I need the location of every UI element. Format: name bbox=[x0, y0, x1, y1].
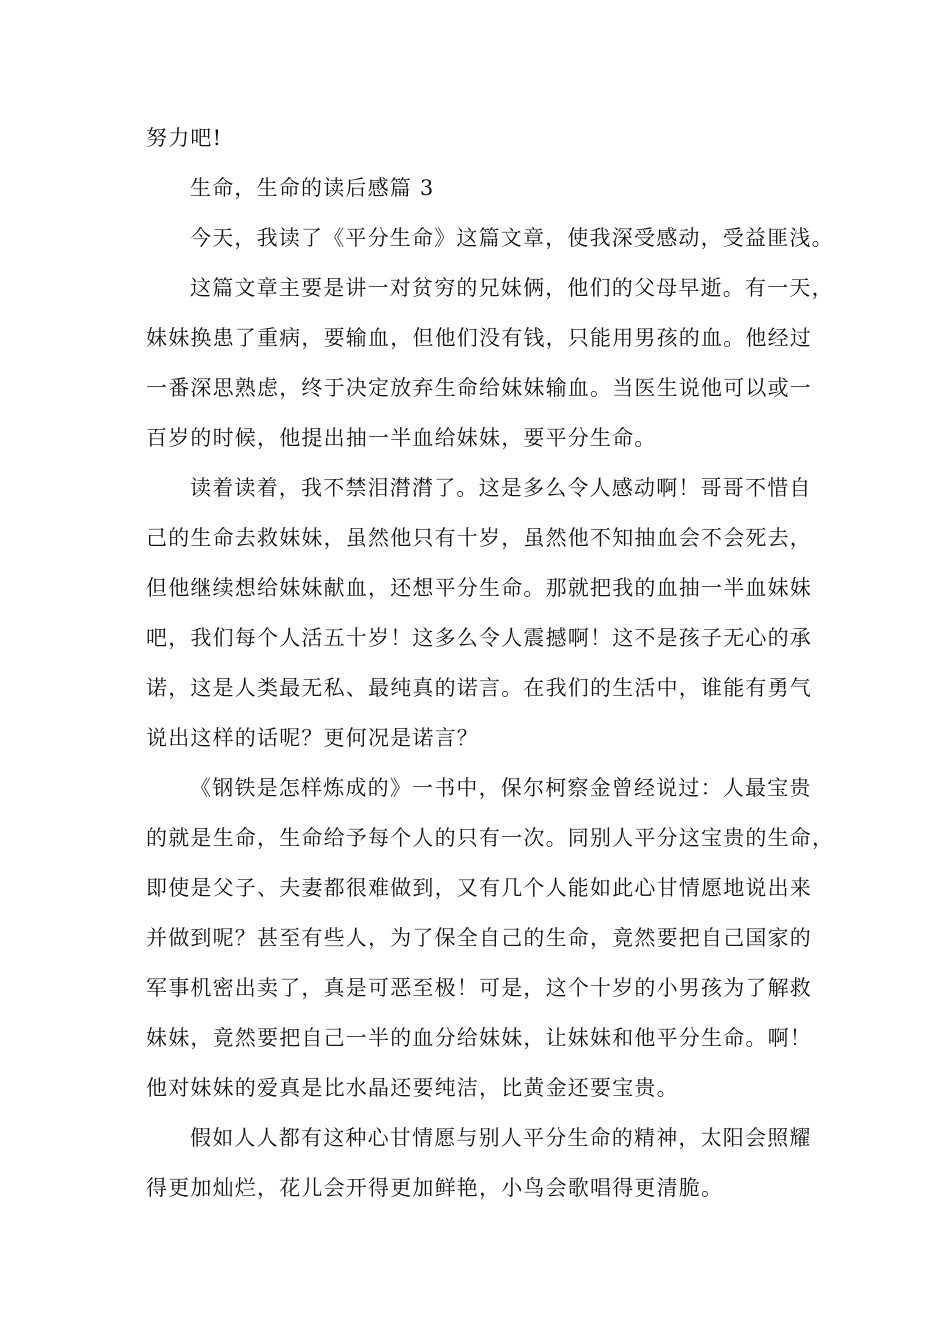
paragraph-5-line-2: 得更加灿烂，花儿会开得更加鲜艳，小鸟会歌唱得更清脆。 bbox=[146, 1176, 724, 1200]
text-line-1: 努力吧! bbox=[146, 126, 223, 150]
paragraph-4-line-5: 军事机密出卖了，真是可恶至极！可是，这个十岁的小男孩为了解救 bbox=[146, 976, 812, 1000]
paragraph-4-line-1: 《钢铁是怎样炼成的》一书中，保尔柯察金曾经说过：人最宝贵 bbox=[190, 776, 812, 800]
paragraph-3-line-5: 诺，这是人类最无私、最纯真的诺言。在我们的生活中，谁能有勇气 bbox=[146, 676, 812, 700]
paragraph-3-line-2: 己的生命去救妹妹，虽然他只有十岁，虽然他不知抽血会不会死去， bbox=[146, 526, 812, 550]
paragraph-3-line-4: 吧，我们每个人活五十岁！这多么令人震撼啊！这不是孩子无心的承 bbox=[146, 626, 812, 650]
paragraph-3-line-6: 说出这样的话呢？更何况是诺言？ bbox=[146, 726, 479, 750]
paragraph-5-line-1: 假如人人都有这种心甘情愿与别人平分生命的精神，太阳会照耀 bbox=[190, 1126, 812, 1150]
paragraph-2-line-2: 妹妹换患了重病，要输血，但他们没有钱，只能用男孩的血。他经过 bbox=[146, 326, 812, 350]
section-heading: 生命，生命的读后感篇 3 bbox=[190, 176, 435, 200]
paragraph-2-line-1: 这篇文章主要是讲一对贫穷的兄妹俩，他们的父母早逝。有一天， bbox=[190, 276, 834, 300]
paragraph-4-line-3: 即使是父子、夫妻都很难做到，又有几个人能如此心甘情愿地说出来 bbox=[146, 876, 812, 900]
paragraph-4-line-7: 他对妹妹的爱真是比水晶还要纯洁，比黄金还要宝贵。 bbox=[146, 1076, 679, 1100]
paragraph-4-line-2: 的就是生命，生命给予每个人的只有一次。同别人平分这宝贵的生命， bbox=[146, 826, 835, 850]
paragraph-3-line-3: 但他继续想给妹妹献血，还想平分生命。那就把我的血抽一半血妹妹 bbox=[146, 576, 812, 600]
paragraph-3-line-1: 读着读着，我不禁泪潸潸了。这是多么令人感动啊！哥哥不惜自 bbox=[190, 476, 812, 500]
paragraph-1-line-1: 今天，我读了《平分生命》这篇文章，使我深受感动，受益匪浅。 bbox=[190, 226, 834, 250]
paragraph-2-line-3: 一番深思熟虑，终于决定放弃生命给妹妹输血。当医生说他可以或一 bbox=[146, 376, 812, 400]
paragraph-4-line-6: 妹妹，竟然要把自己一半的血分给妹妹，让妹妹和他平分生命。啊！ bbox=[146, 1026, 812, 1050]
paragraph-2-line-4: 百岁的时候，他提出抽一半血给妹妹，要平分生命。 bbox=[146, 426, 657, 450]
paragraph-4-line-4: 并做到呢？甚至有些人，为了保全自己的生命，竟然要把自己国家的 bbox=[146, 926, 812, 950]
